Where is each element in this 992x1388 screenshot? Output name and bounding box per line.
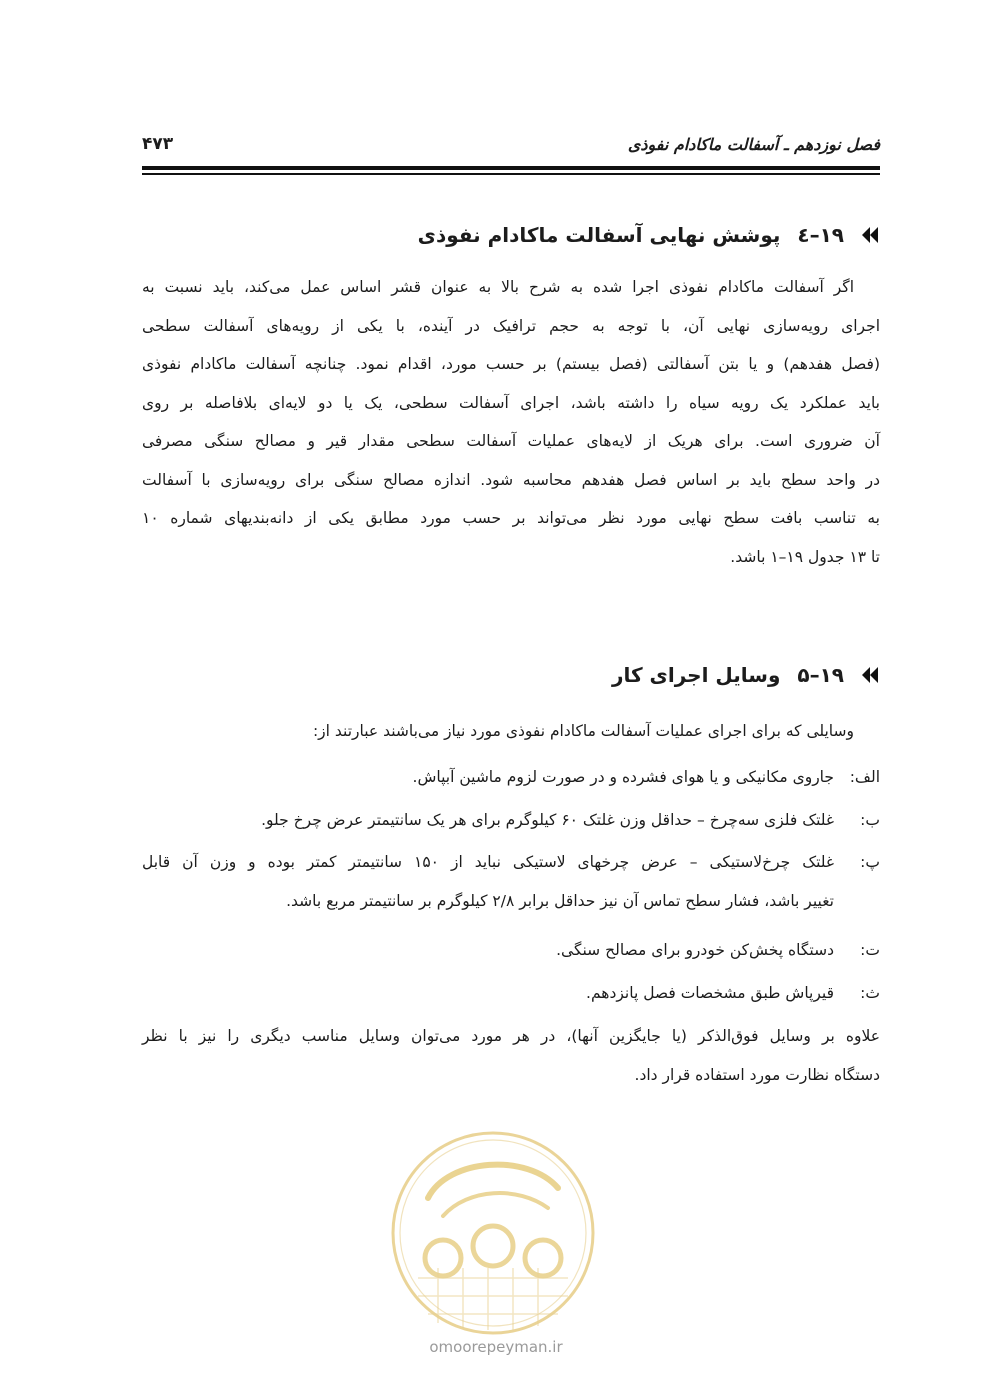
list-item: [142, 974, 880, 1013]
paragraph-line: دستگاه نظارت مورد استفاده قرار داد.: [634, 1065, 880, 1084]
paragraph-line: (فصل هفدهم) و یا بتن آسفالتی (فصل بیستم) بر حسب مورد، اقدام نمود. چنانچه آسفالت ماکادام نفوذی: [142, 355, 880, 373]
intro-line: وسایلی که برای اجرای عملیات آسفالت ماکادام نفوذی مورد نیاز می‌باشند عبارتند از:: [312, 722, 854, 740]
paragraph-line: به تناسب بافت سطح نهایی مورد نظر می‌تواند بر حسب مورد مطابق یکی از دانه‌بندیهای شماره ۱۰: [142, 509, 880, 527]
double-arrow-icon: [858, 225, 880, 245]
section-number: ۱۹–٤: [797, 223, 844, 247]
running-header: [142, 128, 880, 160]
list-label: ث:: [860, 984, 880, 1002]
double-arrow-icon: [858, 665, 880, 685]
page-number: ۴۷۳: [142, 134, 174, 154]
section-heading-19-4: [142, 218, 880, 252]
paragraph-line: اگر آسفالت ماکادام نفوذی اجرا شده به شرح بالا به عنوان قشر اساس عمل می‌کند، باید نسبت به: [142, 278, 854, 296]
paragraph-line: باید عملکرد یک رویه سیاه را داشته باشد، اجرای آسفالت سطحی، یک یا دو لایه‌ای بلافاصله بر روی: [142, 393, 880, 412]
paragraph-line: تا ۱۳ جدول ۱۹–۱ باشد.: [730, 547, 880, 566]
section-19-4-paragraph: [142, 268, 880, 576]
list-item: [142, 843, 880, 920]
header-rule-thin: [142, 173, 880, 175]
list-label: ت:: [860, 941, 880, 959]
watermark-url: omoorepeyman.ir: [429, 1338, 563, 1356]
list-text: دستگاه پخش‌کن خودرو برای مصالح سنگی.: [556, 941, 834, 959]
paragraph-line: در واحد سطح باید بر اساس فصل هفدهم محاسبه شود. اندازه مصالح سنگی برای رویه‌سازی با آسفالت: [142, 470, 880, 489]
list-item: [142, 758, 880, 797]
section-number: ۱۹–۵: [797, 663, 844, 687]
header-rule-thick: [142, 166, 880, 170]
list-text: غلتک چرخ‌لاستیکی – عرض چرخهای لاستیکی نباید از ۱۵۰ سانتیمتر کمتر بوده و وزن آن قابل: [142, 853, 834, 871]
list-label: پ:: [860, 853, 880, 871]
list-label: ب:: [860, 811, 880, 829]
list-item: [142, 931, 880, 970]
list-text: تغییر باشد، فشار سطح تماس آن نیز حداقل برابر ۲/۸ کیلوگرم بر سانتیمتر مربع باشد.: [286, 891, 834, 910]
list-text: غلتک فلزی سه‌چرخ – حداقل وزن غلتک ۶۰ کیلوگرم برای هر یک سانتیمتر عرض چرخ جلو.: [261, 811, 834, 829]
section-heading-19-5: [142, 658, 880, 692]
list-text: قیرپاش طبق مشخصات فصل پانزدهم.: [586, 984, 834, 1002]
section-title: پوشش نهایی آسفالت ماکادام نفوذی: [417, 223, 781, 247]
paragraph-line: اجرای رویه‌سازی نهایی آن، با توجه به حجم ترافیک در آینده، با یکی از رویه‌های آسفالت سطحی: [142, 316, 880, 335]
list-item: [142, 801, 880, 840]
section-19-5-intro: [142, 712, 880, 751]
section-title: وسایل اجرای کار: [611, 663, 781, 687]
list-text: جاروی مکانیکی و یا هوای فشرده و در صورت لزوم ماشین آبپاش.: [412, 768, 834, 786]
watermark-logo: [388, 1128, 598, 1338]
paragraph-line: علاوه بر وسایل فوق‌الذکر (یا جایگزین آنها)، در هر مورد می‌توان وسایل مناسب دیگری را نیز با نظر: [142, 1027, 880, 1045]
chapter-title: فصل نوزدهم ـ آسفالت ماکادام نفوذی: [627, 134, 880, 154]
section-19-5-closing: [142, 1017, 880, 1094]
list-label: الف:: [849, 768, 880, 786]
paragraph-line: آن ضروری است. برای هریک از لایه‌های عملیات آسفالت سطحی مقدار قیر و مصالح سنگی مصرفی: [142, 432, 880, 450]
